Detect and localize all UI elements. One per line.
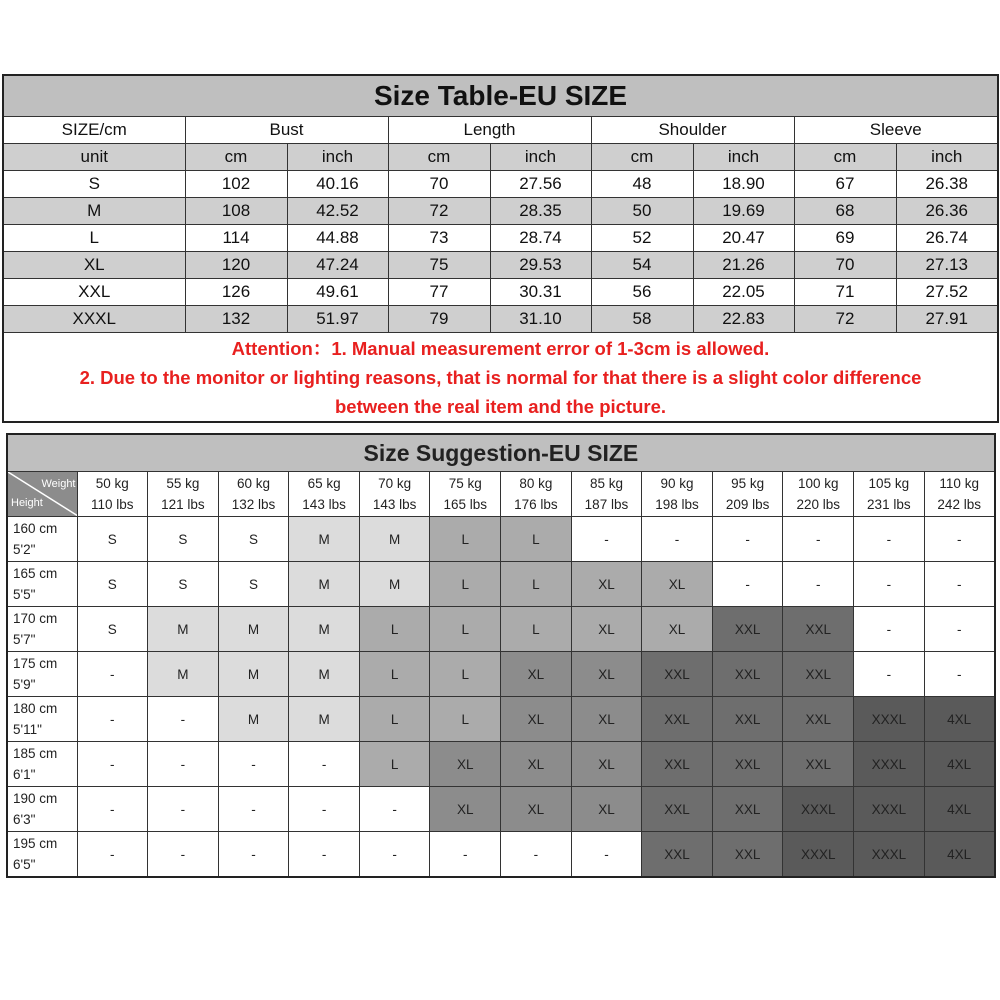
measurement-cell: 28.74 xyxy=(490,225,591,252)
suggested-size-cell: - xyxy=(289,787,360,832)
height-ft: 6'1" xyxy=(13,767,36,782)
measurement-cell: 56 xyxy=(591,279,693,306)
height-cm: 185 cm xyxy=(13,746,58,761)
height-ft: 5'11" xyxy=(13,722,42,737)
suggested-size-cell: M xyxy=(289,562,360,607)
weight-kg: 60 kg xyxy=(236,476,270,491)
measurement-cell: 40.16 xyxy=(287,171,388,198)
measurement-cell: 27.56 xyxy=(490,171,591,198)
weight-header-cell xyxy=(642,472,713,517)
measurement-cell: 67 xyxy=(794,171,896,198)
measurement-cell: 50 xyxy=(591,198,693,225)
suggested-size-cell: - xyxy=(77,652,148,697)
suggested-size-cell: XXL xyxy=(783,742,854,787)
height-header-cell xyxy=(7,652,77,697)
weight-lbs: 187 lbs xyxy=(584,497,629,512)
weight-lbs: 143 lbs xyxy=(302,497,346,512)
suggested-size-cell: - xyxy=(571,517,642,562)
suggested-size-cell: S xyxy=(218,517,289,562)
suggested-size-cell: XL xyxy=(571,652,642,697)
size-table-unit-cell: cm xyxy=(794,144,896,171)
weight-lbs: 198 lbs xyxy=(655,497,699,512)
height-row xyxy=(7,652,995,697)
weight-kg: 50 kg xyxy=(95,476,129,491)
suggested-size-cell: - xyxy=(77,787,148,832)
suggested-size-cell: - xyxy=(218,832,289,878)
suggested-size-cell: L xyxy=(430,607,501,652)
height-row xyxy=(7,517,995,562)
height-header-cell xyxy=(7,607,77,652)
measurement-cell: 70 xyxy=(794,252,896,279)
suggested-size-cell: - xyxy=(77,832,148,878)
weight-kg: 105 kg xyxy=(868,476,910,491)
suggested-size-cell: - xyxy=(289,832,360,878)
weight-lbs: 242 lbs xyxy=(937,497,981,512)
suggested-size-cell: M xyxy=(218,652,289,697)
weight-kg: 100 kg xyxy=(797,476,839,491)
measurement-cell: 30.31 xyxy=(490,279,591,306)
suggested-size-cell: - xyxy=(642,517,713,562)
suggested-size-cell: M xyxy=(359,562,430,607)
suggested-size-cell: XXL xyxy=(712,832,783,878)
suggested-size-cell: - xyxy=(924,607,995,652)
measurement-cell: 70 xyxy=(388,171,490,198)
suggested-size-cell: XL xyxy=(571,562,642,607)
weight-lbs: 209 lbs xyxy=(725,497,770,512)
weight-header-cell xyxy=(924,472,995,517)
measurement-cell: 21.26 xyxy=(693,252,794,279)
measurement-cell: 69 xyxy=(794,225,896,252)
suggested-size-cell: XXXL xyxy=(783,787,854,832)
suggested-size-cell: XL xyxy=(642,562,713,607)
suggested-size-cell: XL xyxy=(501,742,572,787)
weight-header-cell xyxy=(501,472,572,517)
measurement-cell: 73 xyxy=(388,225,490,252)
measurement-cell: 49.61 xyxy=(287,279,388,306)
size-table xyxy=(2,74,999,423)
weight-header-cell xyxy=(783,472,854,517)
suggested-size-cell: L xyxy=(359,742,430,787)
suggested-size-cell: XXL xyxy=(642,742,713,787)
weight-kg: 110 kg xyxy=(939,476,979,491)
size-label-cell: XXL xyxy=(3,279,185,306)
suggested-size-cell: XXL xyxy=(642,697,713,742)
height-ft: 6'3" xyxy=(13,812,36,827)
weight-kg: 90 kg xyxy=(660,476,694,491)
suggested-size-cell: L xyxy=(359,652,430,697)
weight-header-cell xyxy=(289,472,360,517)
height-cm: 190 cm xyxy=(13,791,58,806)
height-row xyxy=(7,742,995,787)
suggested-size-cell: XL xyxy=(430,742,501,787)
measurement-cell: 108 xyxy=(185,198,287,225)
size-table-header-size: SIZE/cm xyxy=(3,117,185,144)
measurement-cell: 79 xyxy=(388,306,490,333)
measurement-cell: 71 xyxy=(794,279,896,306)
suggested-size-cell: XL xyxy=(501,697,572,742)
measurement-cell: 18.90 xyxy=(693,171,794,198)
height-ft: 5'5" xyxy=(13,587,36,602)
height-cm: 165 cm xyxy=(13,566,58,581)
height-row xyxy=(7,697,995,742)
suggested-size-cell: M xyxy=(218,607,289,652)
suggested-size-cell: 4XL xyxy=(924,742,995,787)
measurement-cell: 27.52 xyxy=(896,279,998,306)
suggested-size-cell: S xyxy=(148,562,219,607)
measurement-cell: 29.53 xyxy=(490,252,591,279)
height-ft: 6'5" xyxy=(13,857,36,872)
weight-header-cell xyxy=(77,472,148,517)
weight-kg: 95 kg xyxy=(731,476,765,491)
height-ft: 5'2" xyxy=(13,542,36,557)
size-label-cell: S xyxy=(3,171,185,198)
height-cm: 175 cm xyxy=(13,656,58,671)
measurement-cell: 120 xyxy=(185,252,287,279)
suggested-size-cell: M xyxy=(148,607,219,652)
size-table-row xyxy=(3,198,998,225)
weight-header-cell xyxy=(430,472,501,517)
size-table-unit-cell: cm xyxy=(388,144,490,171)
size-table-unit-cell: cm xyxy=(591,144,693,171)
weight-lbs: 143 lbs xyxy=(372,497,417,512)
measurement-cell: 102 xyxy=(185,171,287,198)
suggested-size-cell: S xyxy=(77,607,148,652)
weight-kg: 85 kg xyxy=(589,476,623,491)
measurement-cell: 27.91 xyxy=(896,306,998,333)
suggested-size-cell: - xyxy=(430,832,501,878)
suggested-size-cell: M xyxy=(218,697,289,742)
measurement-cell: 19.69 xyxy=(693,198,794,225)
suggested-size-cell: - xyxy=(148,832,219,878)
size-table-note-row xyxy=(3,333,998,423)
suggested-size-cell: XL xyxy=(501,652,572,697)
weight-kg: 65 kg xyxy=(307,476,341,491)
height-header-cell xyxy=(7,787,77,832)
suggested-size-cell: XXL xyxy=(642,787,713,832)
suggested-size-cell: - xyxy=(924,652,995,697)
measurement-cell: 52 xyxy=(591,225,693,252)
suggested-size-cell: XXL xyxy=(712,652,783,697)
size-table-header-shoulder: Shoulder xyxy=(591,117,794,144)
suggested-size-cell: XL xyxy=(571,787,642,832)
suggested-size-cell: M xyxy=(289,607,360,652)
suggested-size-cell: M xyxy=(148,652,219,697)
suggested-size-cell: - xyxy=(854,652,925,697)
note-line: Attention：1. Manual measurement error of 1-3cm is allowed. xyxy=(231,337,770,359)
suggested-size-cell: - xyxy=(571,832,642,878)
height-row xyxy=(7,562,995,607)
suggested-size-cell: XL xyxy=(430,787,501,832)
height-cm: 180 cm xyxy=(13,701,58,716)
height-header-cell xyxy=(7,832,77,878)
suggested-size-cell: XXXL xyxy=(783,832,854,878)
height-header-cell xyxy=(7,697,77,742)
measurement-cell: 58 xyxy=(591,306,693,333)
suggested-size-cell: XXL xyxy=(642,652,713,697)
weight-kg: 70 kg xyxy=(378,476,412,491)
weight-header-cell xyxy=(148,472,219,517)
weight-header-cell xyxy=(359,472,430,517)
height-cm: 170 cm xyxy=(13,611,58,626)
size-table-unit-label: unit xyxy=(3,144,185,171)
suggested-size-cell: - xyxy=(359,787,430,832)
measurement-cell: 27.13 xyxy=(896,252,998,279)
weight-lbs: 176 lbs xyxy=(514,497,558,512)
suggested-size-cell: M xyxy=(289,652,360,697)
suggested-size-cell: XXL xyxy=(712,697,783,742)
weight-lbs: 165 lbs xyxy=(443,497,488,512)
suggested-size-cell: XXL xyxy=(783,697,854,742)
suggested-size-cell: - xyxy=(359,832,430,878)
suggested-size-cell: L xyxy=(430,697,501,742)
size-suggestion-title: Size Suggestion-EU SIZE xyxy=(7,434,995,472)
height-ft: 5'9" xyxy=(13,677,36,692)
suggested-size-cell: M xyxy=(289,517,360,562)
weight-header-cell xyxy=(854,472,925,517)
suggested-size-cell: - xyxy=(924,517,995,562)
measurement-cell: 72 xyxy=(794,306,896,333)
size-table-unit-cell: cm xyxy=(185,144,287,171)
height-cm: 160 cm xyxy=(13,521,58,536)
suggested-size-cell: - xyxy=(783,517,854,562)
suggested-size-cell: - xyxy=(77,742,148,787)
measurement-cell: 114 xyxy=(185,225,287,252)
size-table-unit-cell: inch xyxy=(896,144,998,171)
suggested-size-cell: XXXL xyxy=(854,697,925,742)
size-table-title: Size Table-EU SIZE xyxy=(3,75,998,117)
suggested-size-cell: XL xyxy=(571,607,642,652)
suggested-size-cell: L xyxy=(430,517,501,562)
measurement-cell: 51.97 xyxy=(287,306,388,333)
measurement-cell: 126 xyxy=(185,279,287,306)
suggested-size-cell: - xyxy=(854,517,925,562)
suggested-size-cell: M xyxy=(289,697,360,742)
suggested-size-cell: XXXL xyxy=(854,742,925,787)
suggested-size-cell: 4XL xyxy=(924,832,995,878)
suggested-size-cell: L xyxy=(501,517,572,562)
suggested-size-cell: XXL xyxy=(783,607,854,652)
size-table-unit-cell: inch xyxy=(693,144,794,171)
note-line: between the real item and the picture. xyxy=(334,395,667,417)
suggested-size-cell: - xyxy=(148,787,219,832)
suggested-size-cell: L xyxy=(501,607,572,652)
measurement-cell: 22.05 xyxy=(693,279,794,306)
suggested-size-cell: - xyxy=(501,832,572,878)
suggested-size-cell: S xyxy=(77,517,148,562)
size-table-row xyxy=(3,225,998,252)
weight-lbs: 132 lbs xyxy=(231,497,276,512)
size-table-row xyxy=(3,306,998,333)
suggested-size-cell: XXL xyxy=(712,787,783,832)
suggested-size-cell: XXXL xyxy=(854,787,925,832)
suggested-size-cell: - xyxy=(77,697,148,742)
suggested-size-cell: XL xyxy=(571,742,642,787)
suggested-size-cell: L xyxy=(430,562,501,607)
height-axis-label: Height xyxy=(11,497,43,509)
weight-axis-label: Weight xyxy=(41,478,76,490)
suggested-size-cell: XL xyxy=(642,607,713,652)
weight-header-cell xyxy=(712,472,783,517)
size-table-row xyxy=(3,171,998,198)
suggested-size-cell: - xyxy=(148,742,219,787)
measurement-cell: 48 xyxy=(591,171,693,198)
suggested-size-cell: - xyxy=(218,787,289,832)
size-label-cell: L xyxy=(3,225,185,252)
weight-lbs: 231 lbs xyxy=(867,497,911,512)
suggested-size-cell: M xyxy=(359,517,430,562)
size-table-note xyxy=(3,333,998,423)
suggested-size-cell: S xyxy=(77,562,148,607)
suggested-size-cell: - xyxy=(854,607,925,652)
weight-kg: 80 kg xyxy=(519,476,553,491)
measurement-cell: 72 xyxy=(388,198,490,225)
suggested-size-cell: - xyxy=(148,697,219,742)
note-line: 2. Due to the monitor or lighting reasons, that is normal for that there is a slight color difference xyxy=(79,366,922,388)
measurement-cell: 77 xyxy=(388,279,490,306)
suggested-size-cell: XXL xyxy=(712,607,783,652)
size-label-cell: M xyxy=(3,198,185,225)
measurement-cell: 68 xyxy=(794,198,896,225)
measurement-cell: 47.24 xyxy=(287,252,388,279)
measurement-cell: 26.38 xyxy=(896,171,998,198)
measurement-cell: 28.35 xyxy=(490,198,591,225)
suggested-size-cell: S xyxy=(148,517,219,562)
measurement-cell: 22.83 xyxy=(693,306,794,333)
measurement-cell: 132 xyxy=(185,306,287,333)
measurement-cell: 31.10 xyxy=(490,306,591,333)
suggested-size-cell: - xyxy=(218,742,289,787)
height-header-cell xyxy=(7,562,77,607)
suggested-size-cell: XXL xyxy=(642,832,713,878)
suggested-size-cell: L xyxy=(359,697,430,742)
suggested-size-cell: S xyxy=(218,562,289,607)
suggested-size-cell: 4XL xyxy=(924,697,995,742)
suggested-size-cell: - xyxy=(783,562,854,607)
height-cm: 195 cm xyxy=(13,836,58,851)
suggested-size-cell: - xyxy=(289,742,360,787)
weight-lbs: 220 lbs xyxy=(796,497,840,512)
suggested-size-cell: - xyxy=(924,562,995,607)
weight-lbs: 110 lbs xyxy=(91,497,134,512)
size-label-cell: XXXL xyxy=(3,306,185,333)
measurement-cell: 26.36 xyxy=(896,198,998,225)
size-table-header-sleeve: Sleeve xyxy=(794,117,998,144)
weight-height-corner-cell xyxy=(7,472,77,517)
measurement-cell: 20.47 xyxy=(693,225,794,252)
height-row xyxy=(7,832,995,878)
suggested-size-cell: XL xyxy=(571,697,642,742)
measurement-cell: 26.74 xyxy=(896,225,998,252)
height-row xyxy=(7,787,995,832)
weight-kg: 55 kg xyxy=(166,476,200,491)
suggested-size-cell: - xyxy=(712,517,783,562)
size-table-unit-cell: inch xyxy=(287,144,388,171)
height-header-cell xyxy=(7,517,77,562)
weight-header-cell xyxy=(571,472,642,517)
size-table-unit-cell: inch xyxy=(490,144,591,171)
measurement-cell: 75 xyxy=(388,252,490,279)
suggested-size-cell: 4XL xyxy=(924,787,995,832)
size-suggestion-table xyxy=(6,433,996,878)
weight-kg: 75 kg xyxy=(448,476,482,491)
size-table-row xyxy=(3,252,998,279)
size-table-row xyxy=(3,279,998,306)
size-table-header-bust: Bust xyxy=(185,117,388,144)
suggested-size-cell: L xyxy=(359,607,430,652)
measurement-cell: 42.52 xyxy=(287,198,388,225)
measurement-cell: 44.88 xyxy=(287,225,388,252)
suggested-size-cell: L xyxy=(501,562,572,607)
weight-header-cell xyxy=(218,472,289,517)
weight-lbs: 121 lbs xyxy=(161,497,205,512)
suggested-size-cell: XXL xyxy=(783,652,854,697)
size-table-header-length: Length xyxy=(388,117,591,144)
suggested-size-cell: XXL xyxy=(712,742,783,787)
size-label-cell: XL xyxy=(3,252,185,279)
suggested-size-cell: XXXL xyxy=(854,832,925,878)
suggested-size-cell: - xyxy=(854,562,925,607)
height-ft: 5'7" xyxy=(13,632,36,647)
height-header-cell xyxy=(7,742,77,787)
height-row xyxy=(7,607,995,652)
suggested-size-cell: XL xyxy=(501,787,572,832)
measurement-cell: 54 xyxy=(591,252,693,279)
suggested-size-cell: - xyxy=(712,562,783,607)
suggested-size-cell: L xyxy=(430,652,501,697)
